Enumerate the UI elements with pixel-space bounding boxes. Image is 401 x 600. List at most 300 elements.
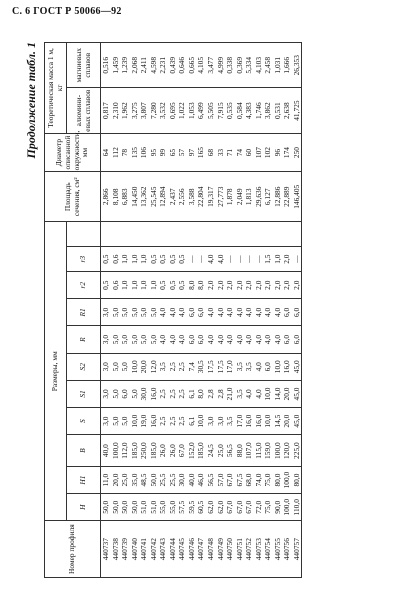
cell-al: 6,499: [196, 102, 206, 119]
cell-R1: 4,0: [253, 307, 263, 318]
cell-S2: 7,4: [186, 362, 196, 372]
cell-r2: 2,0: [244, 280, 254, 290]
cell-al: 0,584: [234, 102, 244, 119]
cell-mg: 1,459: [110, 56, 120, 74]
cell-r3: 4,0: [215, 254, 225, 264]
cell-S: 3,5: [225, 416, 235, 426]
cell-B: 25,0: [215, 444, 225, 458]
cell-H1: 67,0: [225, 473, 235, 487]
cell-H1: 56,5: [206, 473, 216, 487]
cell-area: 2,866: [101, 188, 110, 206]
cell-S2: 30,5: [196, 360, 206, 374]
cell-R1: 4,0: [177, 307, 187, 318]
cell-S: 10,0: [129, 414, 139, 428]
cell-profile: 440745: [177, 538, 187, 561]
cell-profile: 440737: [101, 538, 110, 561]
cell-profile: 440748: [206, 538, 216, 561]
cell-H1: 25,5: [158, 473, 168, 487]
rotated-table-area: [24, 42, 374, 578]
cell-diameter: 57: [177, 148, 187, 157]
cell-H: 67,0: [244, 500, 254, 514]
cell-mg: 4,598: [148, 56, 158, 74]
cell-mg: 1,666: [282, 56, 292, 74]
cell-H: 67,0: [225, 500, 235, 514]
cell-H: 90,0: [272, 500, 282, 514]
cell-r3: —: [234, 255, 244, 263]
cell-H: 62,0: [215, 500, 225, 514]
cell-r2: 0,5: [101, 280, 110, 290]
cell-R: 5,0: [129, 334, 139, 345]
header-al: алюмини-евых сплавов: [67, 88, 101, 133]
col-empty: [101, 222, 302, 247]
cell-profile: 440738: [110, 538, 120, 561]
cell-al: 1,053: [186, 102, 196, 119]
cell-S: 3,0: [215, 416, 225, 426]
cell-mg: 4,105: [196, 56, 206, 74]
cell-R: 4,0: [263, 334, 273, 345]
cell-S2: 16,0: [282, 360, 292, 374]
cell-r3: 0,5: [158, 254, 168, 264]
cell-diameter: 74: [234, 148, 244, 157]
cell-S1: 2,5: [167, 389, 177, 399]
cell-r3: —: [186, 255, 196, 263]
cell-diameter: 78: [120, 148, 130, 157]
cell-area: 22,804: [196, 186, 206, 207]
cell-R: 4,0: [234, 334, 244, 345]
cell-H1: 75,0: [263, 473, 273, 487]
cell-B: 107,0: [244, 442, 254, 459]
cell-profile: 440747: [196, 538, 206, 561]
cell-B: 115,0: [253, 442, 263, 459]
cell-r2: 0,5: [158, 280, 168, 290]
cell-R1: 4,0: [234, 307, 244, 318]
cell-al: 0,531: [272, 102, 282, 119]
cell-H1: 48,5: [139, 473, 149, 487]
cell-r3: 2,0: [282, 254, 292, 264]
cell-S1: 2,5: [177, 389, 187, 399]
cell-S2: 17,0: [225, 360, 235, 374]
cell-area: 27,773: [215, 186, 225, 207]
cell-area: 29,636: [253, 186, 263, 207]
cell-diameter: 64: [101, 148, 110, 157]
cell-al: 2,310: [110, 102, 120, 119]
header-empty-col: [67, 222, 101, 247]
cell-B: 100,0: [110, 442, 120, 459]
cell-profile: 440757: [291, 538, 301, 561]
cell-S: 6,1: [186, 416, 196, 426]
cell-mg: 5,334: [244, 56, 254, 74]
cell-mg: 3,477: [206, 56, 216, 74]
cell-diameter: 71: [225, 148, 235, 157]
cell-area: 2,049: [234, 188, 244, 206]
cell-H: 59,5: [186, 500, 196, 514]
cell-H1: 35,0: [129, 473, 139, 487]
cell-H1: 46,0: [196, 473, 206, 487]
cell-B: 185,0: [129, 442, 139, 459]
cell-diameter: 107: [253, 147, 263, 159]
cell-H1: 57,0: [215, 473, 225, 487]
cell-profile: 440755: [272, 538, 282, 561]
cell-R1: 6,0: [196, 307, 206, 318]
cell-H1: 40,0: [186, 473, 196, 487]
cell-S1: 2,8: [215, 389, 225, 399]
col-B: [101, 435, 302, 467]
cell-S2: 3,5: [234, 362, 244, 372]
cell-diameter: 68: [206, 148, 216, 157]
header-r3: r3: [67, 247, 101, 272]
cell-S: 20,0: [282, 414, 292, 428]
cell-S2: 6,0: [263, 362, 273, 372]
cell-S: 2,5: [177, 416, 187, 426]
cell-S: 10,0: [196, 414, 206, 428]
cell-S: 17,0: [234, 414, 244, 428]
cell-diameter: 102: [263, 147, 273, 159]
cell-R: 4,0: [158, 334, 168, 345]
cell-H1: 80,0: [272, 473, 282, 487]
cell-profile: 440752: [244, 538, 254, 561]
cell-R1: 4,0: [167, 307, 177, 318]
cell-area: 1,813: [244, 188, 254, 206]
cell-r3: 0,5: [167, 254, 177, 264]
cell-r3: 0,5: [177, 254, 187, 264]
cell-mg: 4,999: [215, 56, 225, 74]
cell-R: 4,0: [272, 334, 282, 345]
cell-S: 16,0: [148, 414, 158, 428]
page-header: С. 6 ГОСТ Р 50066—92: [12, 6, 122, 17]
cell-H1: 25,5: [167, 473, 177, 487]
header-B: B: [67, 435, 101, 467]
cell-H: 62,0: [206, 500, 216, 514]
cell-mg: 0,665: [186, 56, 196, 74]
col-H1: [101, 466, 302, 493]
cell-r3: 4,0: [206, 254, 216, 264]
cell-r3: 1,0: [272, 254, 282, 264]
cell-diameter: 60: [244, 148, 254, 157]
cell-profile: 440753: [253, 538, 263, 561]
cell-R: 6,0: [291, 334, 301, 345]
cell-al: 3,807: [139, 102, 149, 119]
cell-r3: —: [253, 255, 263, 263]
cell-area: 12,894: [158, 186, 168, 207]
cell-R: 5,0: [148, 334, 158, 345]
cell-S1: 2,5: [158, 389, 168, 399]
cell-S2: 10,0: [272, 360, 282, 374]
header-S: S: [67, 408, 101, 435]
cell-mg: 4,103: [253, 56, 263, 74]
cell-r2: 0,5: [167, 280, 177, 290]
cell-B: 185,0: [196, 442, 206, 459]
cell-B: 56,5: [225, 444, 235, 458]
col-H: [101, 494, 302, 521]
col-r3: [101, 247, 302, 272]
cell-R1: 4,0: [206, 307, 216, 318]
cell-B: 24,5: [206, 444, 216, 458]
cell-profile: 440754: [263, 538, 273, 561]
cell-R: 3,0: [101, 334, 110, 345]
cell-r3: 1,5: [263, 254, 273, 264]
cell-diameter: 96: [272, 148, 282, 157]
cell-area: 6,127: [263, 188, 273, 206]
cell-B: 100,0: [272, 442, 282, 459]
cell-R: 6,0: [186, 334, 196, 345]
cell-r3: —: [225, 255, 235, 263]
cell-al: 1,962: [120, 102, 130, 119]
cell-S: 45,0: [291, 414, 301, 428]
cell-mg: 26,353: [291, 55, 301, 76]
cell-r2: 2,0: [291, 280, 301, 290]
cell-R: 4,0: [167, 334, 177, 345]
cell-r3: —: [244, 255, 254, 263]
cell-S1: 20,0: [282, 387, 292, 401]
cell-S2: 5,0: [110, 362, 120, 372]
cell-R: 4,0: [177, 334, 187, 345]
cell-H: 50,0: [101, 500, 110, 514]
cell-mg: 1,031: [272, 56, 282, 74]
cell-H1: 80,0: [291, 473, 301, 487]
cell-profile: 440756: [282, 538, 292, 561]
cell-S2: 5,0: [120, 362, 130, 372]
header-R1: R1: [67, 299, 101, 326]
cell-al: 7,280: [148, 102, 158, 119]
cell-B: 26,0: [158, 444, 168, 458]
cell-H1: 100,0: [282, 471, 292, 489]
cell-al: 0,535: [225, 102, 235, 119]
cell-S1: 6,0: [120, 389, 130, 399]
cell-al: 0,817: [101, 102, 110, 119]
cell-R1: 5,0: [139, 307, 149, 318]
cell-S1: 2,8: [206, 389, 216, 399]
cell-r2: 2,0: [234, 280, 244, 290]
cell-r2: 1,0: [148, 280, 158, 290]
cell-r3: 1,0: [139, 254, 149, 264]
col-diameter: [101, 133, 302, 172]
cell-B: 152,0: [186, 442, 196, 459]
cell-B: 112,0: [120, 442, 130, 459]
cell-S1: 6,1: [186, 389, 196, 399]
cell-R: 4,0: [253, 334, 263, 345]
cell-S2: 3,0: [101, 362, 110, 372]
cell-profile: 440746: [186, 538, 196, 561]
cell-mg: 2,068: [129, 56, 139, 74]
header-R: R: [67, 326, 101, 353]
cell-area: 25,545: [148, 186, 158, 207]
cell-al: 0,695: [167, 102, 177, 119]
cell-diameter: 65: [167, 148, 177, 157]
cell-S2: 12,0: [148, 360, 158, 374]
cell-profile: 440744: [167, 538, 177, 561]
cell-r3: —: [196, 255, 206, 263]
cell-R: 6,0: [282, 334, 292, 345]
cell-B: 250,0: [139, 442, 149, 459]
cell-diameter: 250: [291, 147, 301, 159]
cell-r2: 2,0: [263, 280, 273, 290]
cell-S2: 2,5: [167, 362, 177, 372]
cell-mg: 0,516: [101, 56, 110, 74]
col-area: [101, 172, 302, 222]
cell-r3: 0,6: [110, 254, 120, 264]
cell-diameter: 95: [148, 148, 158, 157]
cell-R1: 6,0: [282, 307, 292, 318]
cell-H: 50,0: [110, 500, 120, 514]
cell-mg: 2,231: [158, 56, 168, 74]
cell-area: 22,889: [282, 186, 292, 207]
cell-S: 5,0: [110, 416, 120, 426]
cell-r2: 1,0: [129, 280, 139, 290]
cell-H1: 68,0: [244, 473, 254, 487]
cell-diameter: 112: [110, 147, 120, 158]
cell-al: 7,915: [215, 102, 225, 119]
cell-diameter: 135: [129, 147, 139, 159]
cell-S1: 21,0: [225, 387, 235, 401]
cell-r2: 1,0: [120, 280, 130, 290]
header-area: Площадь сечения, см²: [45, 172, 101, 222]
cell-R: 4,0: [215, 334, 225, 345]
cell-H: 67,0: [234, 500, 244, 514]
cell-r3: 1,0: [120, 254, 130, 264]
cell-r2: 2,0: [215, 280, 225, 290]
cell-mg: 2,458: [263, 56, 273, 74]
cell-S1: 4,0: [253, 389, 263, 399]
cell-R1: 4,0: [244, 307, 254, 318]
cell-R: 5,0: [120, 334, 130, 345]
cell-al: 3,862: [263, 102, 273, 119]
cell-al: 5,505: [206, 102, 216, 119]
header-H: H: [67, 494, 101, 521]
cell-R: 4,0: [206, 334, 216, 345]
cell-r2: 2,0: [253, 280, 263, 290]
cell-R1: 6,0: [186, 307, 196, 318]
cell-r2: 0,6: [110, 280, 120, 290]
cell-H1: 67,5: [234, 473, 244, 487]
cell-r2: 2,0: [225, 280, 235, 290]
cell-al: 3,275: [129, 102, 139, 119]
cell-R: 5,0: [139, 334, 149, 345]
cell-R1: 4,0: [263, 307, 273, 318]
cell-r2: 8,0: [186, 280, 196, 290]
header-profile: Номер профиля: [45, 521, 101, 578]
cell-S1: 30,0: [139, 387, 149, 401]
cell-S1: 45,0: [291, 387, 301, 401]
cell-mg: 0,369: [234, 56, 244, 74]
cell-S1: 3,0: [101, 389, 110, 399]
cell-r2: 2,0: [282, 280, 292, 290]
header-dimensions: Размеры, мм: [45, 222, 67, 521]
header-mass: Теоретическая масса 1 м, кг: [45, 43, 67, 134]
cell-R: 5,0: [110, 334, 120, 345]
cell-S1: 10,0: [263, 387, 273, 401]
cell-R1: 4,0: [225, 307, 235, 318]
col-R1: [101, 299, 302, 326]
cell-B: 88,0: [234, 444, 244, 458]
cell-H: 51,0: [139, 500, 149, 514]
cell-al: 3,532: [158, 102, 168, 119]
cell-R1: 5,0: [129, 307, 139, 318]
cell-diameter: 33: [215, 148, 225, 157]
cell-mg: 0,646: [177, 56, 187, 74]
profile-table: [44, 42, 302, 578]
cell-area: 19,317: [206, 186, 216, 207]
cell-H1: 74,0: [253, 473, 263, 487]
cell-profile: 440739: [120, 538, 130, 561]
cell-B: 159,0: [263, 442, 273, 459]
cell-mg: 0,338: [225, 56, 235, 74]
cell-area: 8,108: [110, 188, 120, 206]
cell-H: 110,0: [291, 499, 301, 516]
cell-R1: 4,0: [158, 307, 168, 318]
cell-profile: 440749: [215, 538, 225, 561]
cell-H: 55,0: [167, 500, 177, 514]
cell-S2: 3,5: [158, 362, 168, 372]
cell-area: 2,556: [177, 188, 187, 206]
cell-S2: 45,0: [291, 360, 301, 374]
cell-r2: 0,5: [177, 280, 187, 290]
cell-mg: 0,439: [167, 56, 177, 74]
cell-al: 1,022: [177, 102, 187, 119]
header-r2: r2: [67, 272, 101, 299]
cell-r3: —: [291, 255, 301, 263]
cell-S2: 4,0: [253, 362, 263, 372]
cell-profile: 440750: [225, 538, 235, 561]
col-S1: [101, 380, 302, 407]
cell-S: 3,0: [206, 416, 216, 426]
cell-diameter: 99: [158, 148, 168, 157]
col-mg: [101, 43, 302, 88]
cell-profile: 440741: [139, 538, 149, 561]
cell-S1: 4,0: [244, 389, 254, 399]
header-H1: H1: [67, 466, 101, 493]
cell-R1: 5,0: [148, 307, 158, 318]
cell-S: 3,0: [101, 416, 110, 426]
cell-S2: 3,5: [244, 362, 254, 372]
cell-H1: 20,0: [110, 473, 120, 487]
cell-R1: 4,0: [272, 307, 282, 318]
cell-S2: 20,0: [139, 360, 149, 374]
cell-H: 57,5: [177, 500, 187, 514]
cell-area: 1,878: [225, 188, 235, 206]
cell-mg: 2,411: [139, 57, 149, 74]
col-al: [101, 88, 302, 133]
cell-S: 19,0: [139, 414, 149, 428]
cell-area: 146,405: [291, 184, 301, 209]
cell-profile: 440743: [158, 538, 168, 561]
cell-S1: 3,5: [234, 389, 244, 399]
cell-r3: 0,5: [148, 254, 158, 264]
cell-S: 2,5: [158, 416, 168, 426]
cell-R: 6,0: [196, 334, 206, 345]
cell-area: 12,886: [272, 186, 282, 207]
cell-S2: 17,5: [206, 360, 216, 374]
cell-profile: 440751: [234, 538, 244, 561]
cell-H: 51,0: [148, 500, 158, 514]
cell-H1: 30,0: [177, 473, 187, 487]
cell-profile: 440742: [148, 538, 158, 561]
cell-H1: 11,0: [101, 473, 110, 487]
cell-S1: 14,0: [272, 387, 282, 401]
cell-S: 16,0: [244, 414, 254, 428]
cell-area: 13,362: [139, 186, 149, 207]
cell-R1: 5,0: [120, 307, 130, 318]
cell-B: 26,0: [167, 444, 177, 458]
cell-r2: 2,0: [206, 280, 216, 290]
cell-R1: 4,0: [215, 307, 225, 318]
cell-B: 120,0: [282, 442, 292, 459]
cell-r2: 1,0: [139, 280, 149, 290]
header-S1: S1: [67, 380, 101, 407]
cell-H: 75,0: [263, 500, 273, 514]
cell-R: 4,0: [244, 334, 254, 345]
header-mg: магниевых сплавов: [67, 43, 101, 88]
header-S2: S2: [67, 353, 101, 380]
